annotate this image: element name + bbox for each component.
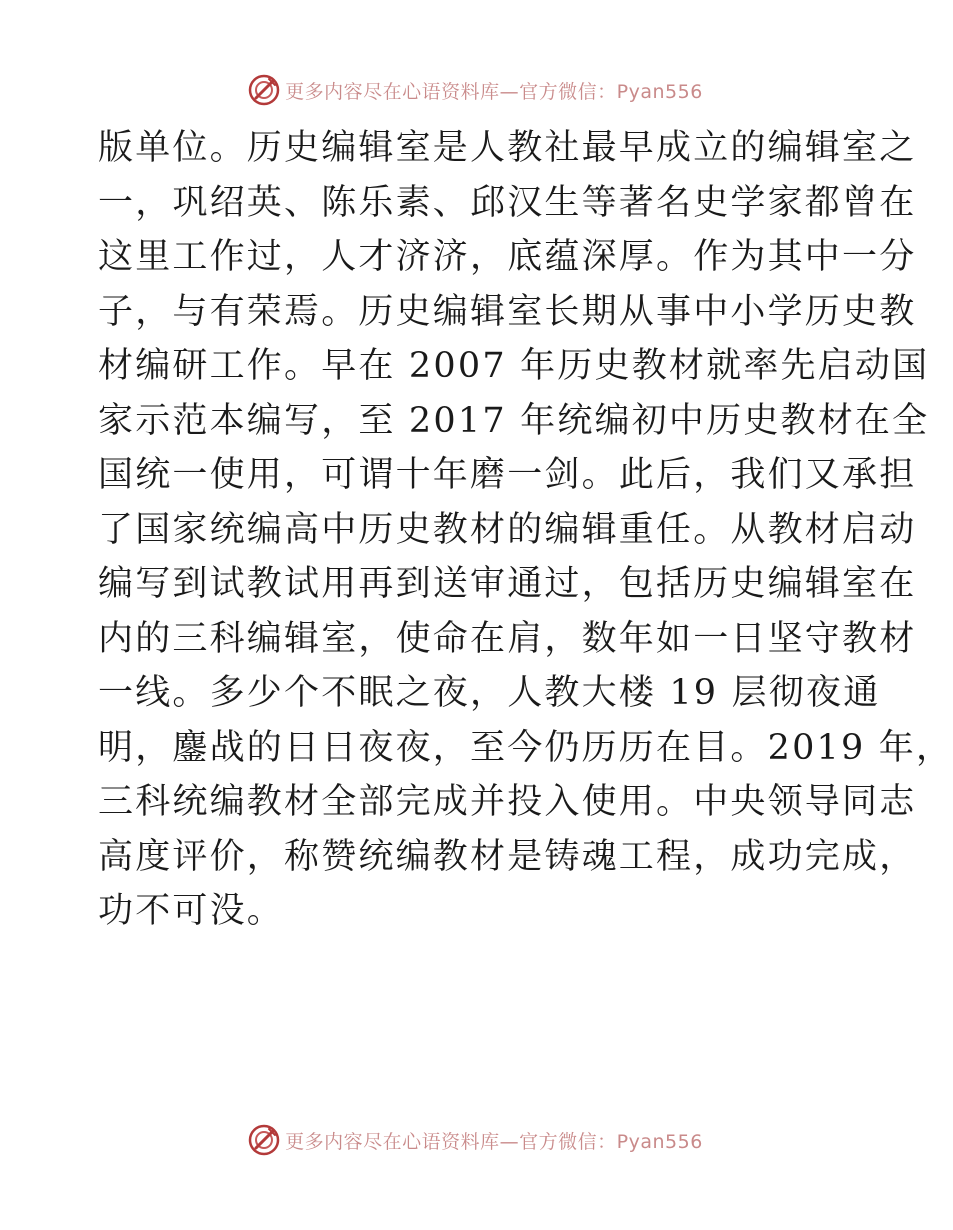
text-line: 子，与有荣焉。历史编辑室长期从事中小学历史教 bbox=[98, 291, 917, 332]
header-watermark bbox=[0, 70, 950, 110]
watermark-text: 更多内容尽在心语资料库—官方微信：Pyan556 bbox=[285, 80, 703, 103]
text-line: 国统一使用，可谓十年磨一剑。此后，我们又承担 bbox=[98, 455, 917, 495]
red-circle-seal-icon bbox=[247, 1123, 281, 1157]
text-line: 材编研工作。早在 2007 年历史教材就率先启动国 bbox=[98, 346, 930, 386]
text-line: 这里工作过，人才济济，底蕴深厚。作为其中一分 bbox=[98, 237, 917, 277]
text-line: 一，巩绍英、陈乐素、邱汉生等著名史学家都曾在 bbox=[98, 182, 917, 223]
text-line: 了国家统编高中历史教材的编辑重任。从教材启动 bbox=[98, 509, 917, 550]
text-line: 编写到试教试用再到送审通过，包括历史编辑室在 bbox=[98, 564, 917, 604]
text-line: 高度评价，称赞统编教材是铸魂工程，成功完成， bbox=[98, 836, 917, 877]
text-line: 内的三科编辑室，使命在肩，数年如一日坚守教材 bbox=[98, 618, 917, 659]
document-body bbox=[98, 121, 953, 939]
watermark-text: 更多内容尽在心语资料库—官方微信：Pyan556 bbox=[285, 1130, 703, 1153]
text-line: 三科统编教材全部完成并投入使用。中央领导同志 bbox=[98, 782, 917, 822]
red-circle-seal-icon bbox=[247, 73, 281, 107]
footer-watermark bbox=[0, 1120, 950, 1160]
text-line: 家示范本编写，至 2017 年统编初中历史教材在全 bbox=[98, 400, 930, 441]
text-line: 明，鏖战的日日夜夜，至今仍历历在目。2019 年， bbox=[98, 727, 953, 768]
text-line: 一线。多少个不眠之夜，人教大楼 19 层彻夜通 bbox=[98, 673, 881, 713]
text-line: 版单位。历史编辑室是人教社最早成立的编辑室之 bbox=[98, 128, 917, 168]
text-line: 功不可没。 bbox=[98, 891, 285, 931]
